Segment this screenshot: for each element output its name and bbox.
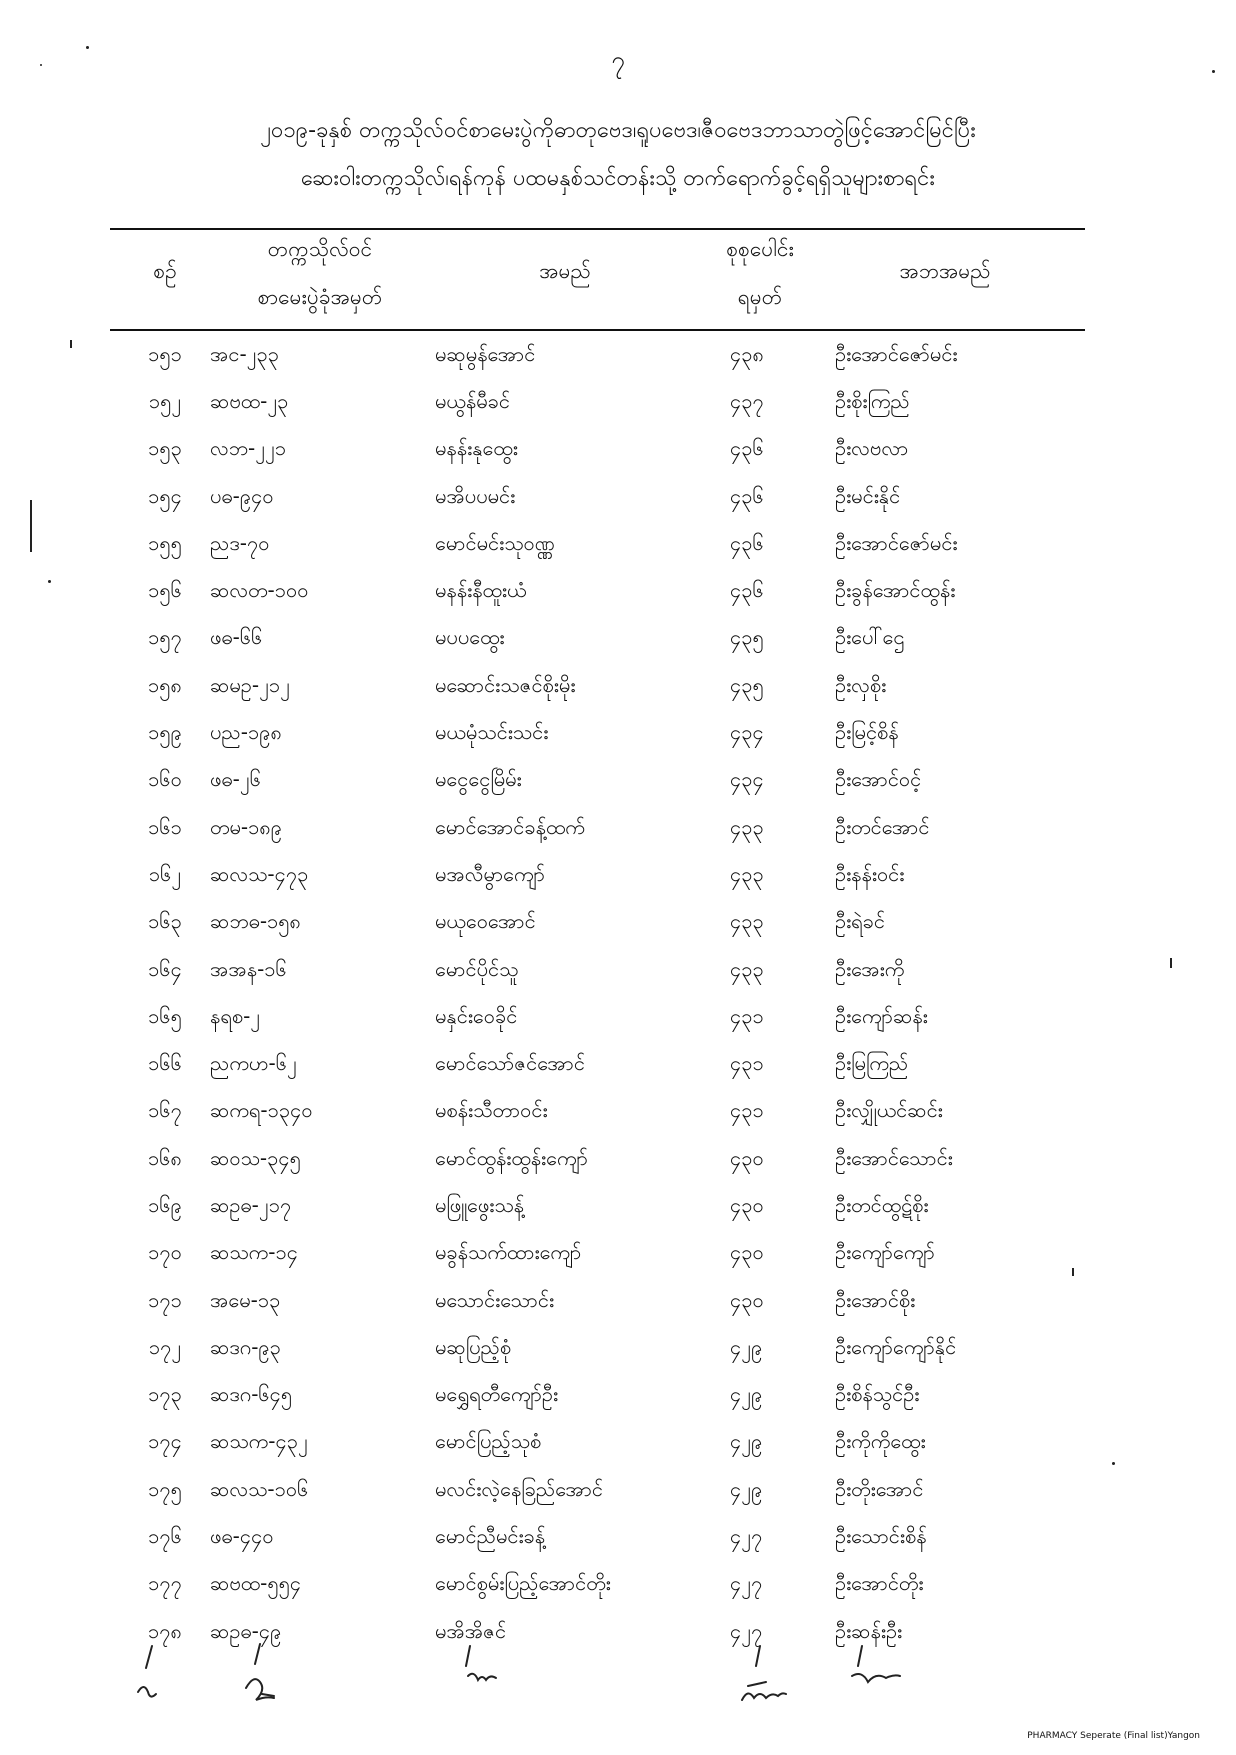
table-row xyxy=(120,1467,1095,1514)
father-name: ဦးပေါ်ဌေ xyxy=(835,625,905,650)
row-number: ၁၆၈ xyxy=(148,1145,182,1170)
exam-roll-number: ဆကရ-၁၃၄၀ xyxy=(210,1098,313,1123)
row-number: ၁၅၇ xyxy=(148,625,182,650)
table-row xyxy=(120,663,1095,710)
total-mark: ၄၃၀ xyxy=(730,1145,764,1170)
table-row xyxy=(120,1562,1095,1609)
row-number: ၁၆၃ xyxy=(148,909,182,934)
father-name: ဦးလဗလာ xyxy=(835,436,909,461)
row-number: ၁၇၇ xyxy=(148,1571,182,1596)
total-mark: ၄၃၀ xyxy=(730,1240,764,1265)
exam-roll-number: ဆဗထ-၂၃ xyxy=(210,388,289,413)
total-mark: ၄၃၃ xyxy=(730,861,764,886)
row-number: ၁၅၄ xyxy=(148,483,182,508)
table-row xyxy=(120,805,1095,852)
student-name: မောင်ထွန်းထွန်းကျော် xyxy=(435,1145,588,1170)
row-number: ၁၆၁ xyxy=(148,814,182,839)
student-name: မအိပပမင်း xyxy=(435,483,516,508)
row-number: ၁၇၄ xyxy=(148,1429,182,1454)
row-number: ၁၆၉ xyxy=(148,1192,182,1217)
student-name: မနန်းနုထွေး xyxy=(435,436,518,461)
total-mark: ၄၂၉ xyxy=(730,1334,763,1359)
total-mark: ၄၃၆ xyxy=(730,530,764,555)
total-mark: ၄၃၅ xyxy=(730,672,764,697)
table-top-rule xyxy=(110,228,1085,230)
student-name: မောင်စွမ်းပြည့်အောင်တိုး xyxy=(435,1571,611,1596)
father-name: ဦးအောင်ဇော်မင်း xyxy=(835,341,958,366)
row-number: ၁၇၂ xyxy=(148,1334,182,1359)
scan-speck xyxy=(1072,1268,1074,1276)
total-mark: ၄၂၉ xyxy=(730,1382,763,1407)
student-name: မခွန်သက်ထားကျော် xyxy=(435,1240,582,1265)
exam-roll-number: ဆဒဂ-၉၃ xyxy=(210,1334,281,1359)
exam-roll-number: ဆသက-၁၄ xyxy=(210,1240,298,1265)
father-name: ဦးစိုးကြည် xyxy=(835,388,910,413)
header-reg-line-1: တက္ကသိုလ်ဝင် xyxy=(267,237,373,261)
footer-note: PHARMACY Seperate (Final list)Yangon xyxy=(1027,1731,1200,1741)
exam-roll-number: ဆဒဂ-၆၄၅ xyxy=(210,1382,293,1407)
table-row xyxy=(120,1514,1095,1561)
student-name: မရွှေရတီကျော်ဦး xyxy=(435,1382,559,1407)
father-name: ဦးလှစိုး xyxy=(835,672,887,697)
student-name: မယုဝေအောင် xyxy=(435,909,536,934)
total-mark: ၄၃၆ xyxy=(730,483,764,508)
father-name: ဦးဆန်းဦး xyxy=(835,1618,903,1643)
row-number: ၁၇၀ xyxy=(148,1240,182,1265)
student-name: မယွန်မီခင် xyxy=(435,388,510,413)
exam-roll-number: ဖဓ-၄၄၀ xyxy=(210,1524,274,1549)
table-row xyxy=(120,616,1095,663)
exam-roll-number: လဘ-၂၂၁ xyxy=(210,436,287,461)
exam-roll-number: ဆလသ-၁၀၆ xyxy=(210,1476,309,1501)
table-row xyxy=(120,1373,1095,1420)
header-name: အမည် xyxy=(539,259,591,283)
total-mark: ၄၂၇ xyxy=(730,1571,763,1596)
row-number: ၁၆၀ xyxy=(148,767,182,792)
exam-roll-number: နရစ-၂ xyxy=(210,1003,261,1028)
row-number: ၁၇၆ xyxy=(148,1524,182,1549)
signatures xyxy=(0,1640,1236,1730)
exam-roll-number: ညကဟ-၆၂ xyxy=(210,1051,297,1076)
total-mark: ၄၃၅ xyxy=(730,625,764,650)
father-name: ဦးကိုကိုထွေး xyxy=(835,1429,926,1454)
father-name: ဦးကျော်ကျော် xyxy=(835,1240,935,1265)
table-row xyxy=(120,1089,1095,1136)
student-name: မဆောင်းသဇင်စိုးမိုး xyxy=(435,672,576,697)
row-number: ၁၆၅ xyxy=(148,1003,182,1028)
table-row xyxy=(120,474,1095,521)
father-name: ဦးကျော်ကျော်နိုင် xyxy=(835,1334,957,1359)
exam-roll-number: အင-၂၃၃ xyxy=(210,341,279,366)
father-name: ဦးအောင်စိုး xyxy=(835,1287,916,1312)
total-mark: ၄၃၁ xyxy=(730,1098,764,1123)
row-number: ၁၅၆ xyxy=(148,578,182,603)
table-row xyxy=(120,1183,1095,1230)
total-mark: ၄၃၇ xyxy=(730,388,764,413)
total-mark: ၄၃၆ xyxy=(730,436,764,461)
total-mark: ၄၃၄ xyxy=(730,720,764,745)
father-name: ဦးမြကြည် xyxy=(835,1051,909,1076)
results-table xyxy=(120,332,1095,1656)
father-name: ဦးအောင်သောင်း xyxy=(835,1145,953,1170)
student-name: မောင်မင်းသုဝဏ္ဏ xyxy=(435,530,555,555)
father-name: ဦးခွန်အောင်ထွန်း xyxy=(835,578,956,603)
exam-roll-number: အမေ-၁၃ xyxy=(210,1287,281,1312)
student-name: မသောင်းသောင်း xyxy=(435,1287,555,1312)
student-name: မောင်ပြည့်သုစံ xyxy=(435,1429,542,1454)
table-row xyxy=(120,427,1095,474)
row-number: ၁၇၁ xyxy=(148,1287,182,1312)
signature-5 xyxy=(852,1646,900,1682)
table-row xyxy=(120,332,1095,379)
results-table-body xyxy=(120,332,1095,1656)
student-name: မအလီမွာကျော် xyxy=(435,861,545,886)
student-name: မနန်းနီထူးယံ xyxy=(435,578,527,603)
row-number: ၁၆၄ xyxy=(148,956,182,981)
total-mark: ၄၂၇ xyxy=(730,1524,763,1549)
row-number: ၁၇၃ xyxy=(148,1382,182,1407)
father-name: ဦးသောင်းစိန် xyxy=(835,1524,927,1549)
exam-roll-number: ဖဓ-၂၆ xyxy=(210,767,261,792)
table-row xyxy=(120,1136,1095,1183)
total-mark: ၄၃၀ xyxy=(730,1287,764,1312)
exam-roll-number: ပဓ-၉၄၀ xyxy=(210,483,274,508)
father-name: ဦးကျော်ဆန်း xyxy=(835,1003,928,1028)
total-mark: ၄၂၉ xyxy=(730,1429,763,1454)
father-name: ဦးအောင်ဇော်မင်း xyxy=(835,530,958,555)
exam-roll-number: ဆလတ-၁၀၀ xyxy=(210,578,309,603)
row-number: ၁၅၂ xyxy=(148,388,182,413)
exam-roll-number: ဆဥဓ-၄၉ xyxy=(210,1618,282,1643)
table-row xyxy=(120,1231,1095,1278)
father-name: ဦးအောင်တိုး xyxy=(835,1571,924,1596)
document-title-line-1: ၂၀၁၉-ခုနှစ် တက္ကသိုလ်ဝင်စာမေးပွဲကိုဓာတုဗေဒ၊ရူပဗေဒ၊ဇီဝဗေဒဘာသာတွဲဖြင့်အောင်မြင်ပြီး xyxy=(260,118,976,143)
header-no: စဉ် xyxy=(153,259,177,283)
total-mark: ၄၃၃ xyxy=(730,814,764,839)
student-name: မောင်အောင်ခန့်ထက် xyxy=(435,814,585,839)
table-row xyxy=(120,521,1095,568)
table-row xyxy=(120,1278,1095,1325)
row-number: ၁၅၈ xyxy=(148,672,182,697)
scan-speck xyxy=(48,580,51,583)
scan-speck xyxy=(86,46,89,49)
exam-roll-number: ဆသက-၄၃၂ xyxy=(210,1429,308,1454)
father-name: ဦးတင်ထွဋ်စိုး xyxy=(835,1192,929,1217)
table-row xyxy=(120,994,1095,1041)
exam-roll-number: ဆဗထ-၅၅၄ xyxy=(210,1571,302,1596)
table-header-rule xyxy=(110,329,1085,331)
student-name: မပပထွေး xyxy=(435,625,505,650)
exam-roll-number: ဆဝသ-၃၄၅ xyxy=(210,1145,301,1170)
total-mark: ၄၃၄ xyxy=(730,767,764,792)
exam-roll-number: ဖဓ-၆၆ xyxy=(210,625,263,650)
row-number: ၁၆၇ xyxy=(148,1098,182,1123)
table-row xyxy=(120,1325,1095,1372)
total-mark: ၄၂၉ xyxy=(730,1476,763,1501)
student-name: မနှင်းဝေခိုင် xyxy=(435,1003,518,1028)
student-name: မအိအိဇင် xyxy=(435,1618,507,1643)
row-number: ၁၅၁ xyxy=(148,341,182,366)
father-name: ဦးမင်းနိုင် xyxy=(835,483,901,508)
total-mark: ၄၃၆ xyxy=(730,578,764,603)
father-name: ဦးအေးကို xyxy=(835,956,905,981)
student-name: မယမုံသင်းသင်း xyxy=(435,720,549,745)
table-row xyxy=(120,379,1095,426)
exam-roll-number: ဆဥဓ-၂၁၇ xyxy=(210,1192,292,1217)
page-number: ၇ xyxy=(611,46,625,74)
scan-speck xyxy=(30,500,32,552)
father-name: ဦးစိန်သွင်ဦး xyxy=(835,1382,920,1407)
scan-speck xyxy=(70,340,72,348)
father-name: ဦးလျှိုယင်ဆင်း xyxy=(835,1098,943,1123)
scan-speck xyxy=(1170,958,1172,968)
table-row xyxy=(120,568,1095,615)
table-row xyxy=(120,852,1095,899)
signature-4 xyxy=(742,1646,786,1700)
document-title-line-2: ဆေးဝါးတက္ကသိုလ်၊ရန်ကုန် ပထမနှစ်သင်တန်းသို့ တက်ရောက်ခွင့်ရရှိသူများစာရင်း xyxy=(301,166,935,191)
exam-roll-number: ဆမဥ-၂၁၂ xyxy=(210,672,290,697)
signature-1 xyxy=(138,1646,156,1697)
total-mark: ၄၃၀ xyxy=(730,1192,764,1217)
header-reg-line-2: စာမေးပွဲခုံအမှတ် xyxy=(257,285,383,309)
exam-roll-number: ညဒ-၇၀ xyxy=(210,530,270,555)
exam-roll-number: ပည-၁၉၈ xyxy=(210,720,282,745)
father-name: ဦးအောင်ဝင့် xyxy=(835,767,922,792)
exam-roll-number: အအန-၁၆ xyxy=(210,956,287,981)
total-mark: ၄၂၇ xyxy=(730,1618,763,1643)
student-name: မောင်သော်ဇင်အောင် xyxy=(435,1051,585,1076)
student-name: မလင်းလဲ့နေခြည်အောင် xyxy=(435,1476,604,1501)
student-name: မဖြူဖွေးသန့် xyxy=(435,1192,525,1217)
row-number: ၁၇၈ xyxy=(148,1618,182,1643)
total-mark: ၄၃၁ xyxy=(730,1051,764,1076)
student-name: မစန်းသီတာဝင်း xyxy=(435,1098,548,1123)
scan-speck xyxy=(1112,1462,1115,1465)
header-mark-line-1: စုစုပေါင်း xyxy=(726,237,794,261)
father-name: ဦးနန်းဝင်း xyxy=(835,861,905,886)
student-name: မောင်ပိုင်သူ xyxy=(435,956,519,981)
student-name: မဆုပြည့်စုံ xyxy=(435,1334,512,1359)
row-number: ၁၅၃ xyxy=(148,436,182,461)
exam-roll-number: ဆဘဓ-၁၅၈ xyxy=(210,909,301,934)
table-row xyxy=(120,758,1095,805)
table-row xyxy=(120,947,1095,994)
signature-3 xyxy=(466,1646,496,1680)
table-row xyxy=(120,900,1095,947)
student-name: မဆုမွန်အောင် xyxy=(435,341,536,366)
table-row xyxy=(120,710,1095,757)
scan-speck xyxy=(1212,70,1215,73)
father-name: ဦးတိုးအောင် xyxy=(835,1476,924,1501)
row-number: ၁၅၅ xyxy=(148,530,182,555)
total-mark: ၄၃၁ xyxy=(730,1003,764,1028)
header-father: အဘအမည် xyxy=(899,259,991,283)
row-number: ၁၆၂ xyxy=(148,861,182,886)
father-name: ဦးရဲခင် xyxy=(835,909,885,934)
scan-speck xyxy=(40,64,42,66)
row-number: ၁၇၅ xyxy=(148,1476,182,1501)
total-mark: ၄၃၈ xyxy=(730,341,764,366)
total-mark: ၄၃၃ xyxy=(730,909,764,934)
exam-roll-number: တမ-၁၈၉ xyxy=(210,814,283,839)
signature-2 xyxy=(246,1644,274,1700)
student-name: မောင်ညီမင်းခန့် xyxy=(435,1524,546,1549)
row-number: ၁၆၆ xyxy=(148,1051,182,1076)
father-name: ဦးတင်အောင် xyxy=(835,814,930,839)
table-row xyxy=(120,1420,1095,1467)
father-name: ဦးမြင့်စိန် xyxy=(835,720,899,745)
header-mark-line-2: ရမှတ် xyxy=(737,285,783,309)
row-number: ၁၅၉ xyxy=(148,720,182,745)
exam-roll-number: ဆလသ-၄၇၃ xyxy=(210,861,309,886)
student-name: မငွေငွေမြိမ်း xyxy=(435,767,522,792)
total-mark: ၄၃၃ xyxy=(730,956,764,981)
table-row xyxy=(120,1041,1095,1088)
